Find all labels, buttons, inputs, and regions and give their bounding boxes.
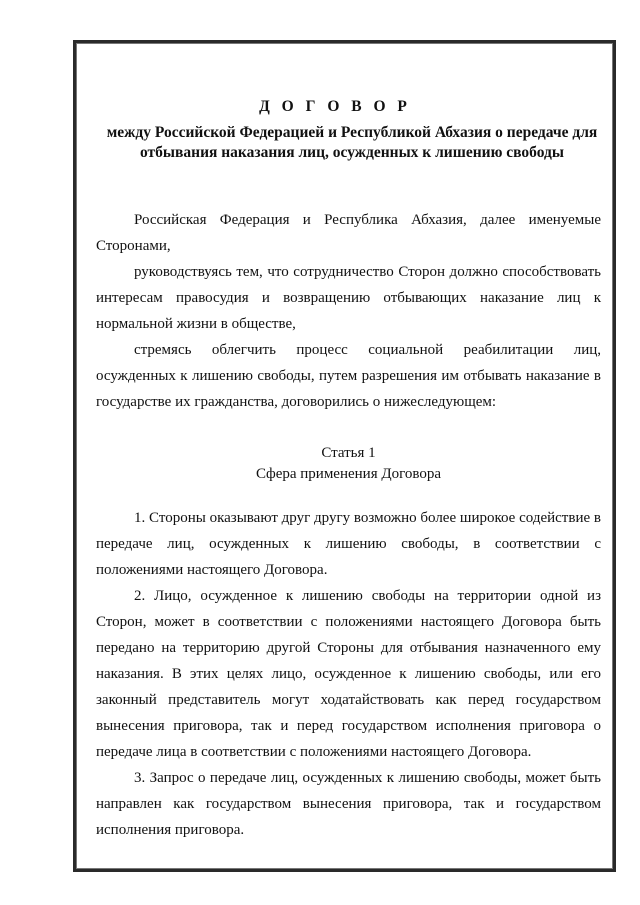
article-heading: Сфера применения Договора xyxy=(255,466,442,482)
document-subtitle: между Российской Федерацией и Республикой Абхазия о передаче для отбывания наказания лиц, осужденных к лишению свободы xyxy=(106,124,598,161)
preamble-paragraph-1: Российская Федерация и Республика Абхазия, далее именуемые Сторонами, xyxy=(96,212,601,254)
article-paragraph-3: 3. Запрос о передаче лиц, осужденных к лишению свободы, может быть направлен как государством вынесения приговора, так и государством исполнения приговора. xyxy=(96,770,601,838)
article-number: Статья 1 xyxy=(321,445,376,461)
article-paragraph-2: 2. Лицо, осужденное к лишению свободы на территории одной из Сторон, может в соответствии с положениями настоящего Договора быть передано на территорию другой Стороны для отбывания назначенного ему наказания. В этих целях лицо, осужденное к лишению свободы, или его законный представитель могут ходатайствовать как перед государством вынесения приговора, так и перед государством исполнения приговора о передаче лица в соответствии с положениями настоящего Договора. xyxy=(96,588,601,760)
preamble-paragraph-3: стремясь облегчить процесс социальной реабилитации лиц, осужденных к лишению свободы, путем разрешения им отбывать наказание в государстве их гражданства, договорились о нижеследующем: xyxy=(96,342,601,410)
preamble-paragraph-2: руководствуясь тем, что сотрудничество Сторон должно способствовать интересам правосудия и возвращению отбывающих наказание лиц к нормальной жизни в обществе, xyxy=(96,264,601,332)
document-title: Д О Г О В О Р xyxy=(259,98,411,115)
article-paragraph-1: 1. Стороны оказывают друг другу возможно более широкое содействие в передаче лиц, осужденных к лишению свободы, в соответствии с положениями настоящего Договора. xyxy=(96,510,601,578)
